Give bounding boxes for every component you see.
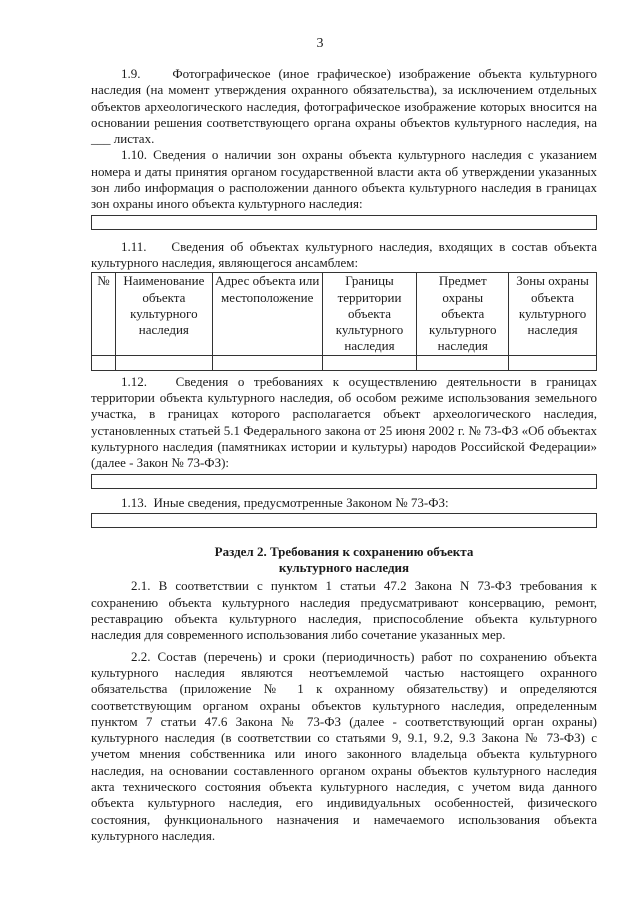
table-header-row	[92, 273, 597, 355]
col-number-header: №	[92, 273, 116, 355]
section-2-title-line-2: культурного наследия	[278, 560, 410, 576]
section-2-title-line-1: Раздел 2. Требования к сохранению объекта	[214, 543, 474, 559]
zones-info-field[interactable]	[91, 215, 597, 230]
item-1-11: 1.11. Сведения об объектах культурного наследия, входящих в состав объекта культурного наследия, являющегося ансамблем:	[91, 238, 597, 270]
activity-requirements-field[interactable]	[91, 474, 597, 489]
item-1-13: 1.13. Иные сведения, предусмотренные Законом № 73-ФЗ:	[121, 494, 449, 510]
table-cell[interactable]	[212, 355, 322, 370]
ensemble-table	[91, 272, 597, 370]
col-zones-header: Зоны охраны объекта культурного наследия	[509, 273, 597, 355]
col-subject-header: Предмет охраны объекта культурного наследия	[417, 273, 509, 355]
table-cell[interactable]	[92, 355, 116, 370]
section-2-title	[91, 544, 597, 577]
col-boundaries-header: Границы территории объекта культурного наследия	[322, 273, 417, 355]
other-info-field[interactable]	[91, 513, 597, 528]
paragraph-2-1: 2.1. В соответствии с пунктом 1 статьи 47.2 Закона N 73-ФЗ требования к сохранению объекта культурного наследия предусматривают консервацию, ремонт, реставрацию объекта культурного наследия, приспособление объекта культурного наследия для современного использования либо сочетание указанных мер.	[91, 578, 597, 643]
table-row	[92, 355, 597, 370]
paragraph-2-2: 2.2. Состав (перечень) и сроки (периодичность) работ по сохранению объекта культурного наследия являются неотъемлемой частью настоящего охранного обязательства (приложение № 1 к охранному обязательству) и определяются соответствующим органом охраны объектов культурного наследия, определенным пунктом 7 статьи 47.6 Закона № 73-ФЗ (далее - соответствующий орган охраны) культурного наследия (в соответствии со статьями 9, 9.1, 9.2, 9.3 Закона № 73-ФЗ) с учетом мнения собственника или иного законного владельца объекта культурного наследия, на основании составленного органом охраны объектов культурного наследия акта технического состояния объекта культурного наследия, с учетом вида данного объекта культурного наследия, его индивидуальных особенностей, физического состояния, функционального назначения и намечаемого использования объекта культурного наследия.	[91, 648, 597, 843]
document-body	[91, 66, 597, 844]
table-cell[interactable]	[417, 355, 509, 370]
page-number: 3	[316, 36, 324, 51]
item-1-10: 1.10. Сведения о наличии зон охраны объекта культурного наследия с указанием номера и даты принятия органом государственной власти акта об утверждении указанных зон либо информация о расположении данного объекта культурного наследия в границах зон охраны иного объекта культурного наследия:	[91, 147, 597, 212]
table-cell[interactable]	[322, 355, 417, 370]
item-1-12: 1.12. Сведения о требованиях к осуществлению деятельности в границах территории объекта культурного наследия, об особом режиме использования земельного участка, в границах которого располагается объект археологического наследия, установленных статьей 5.1 Федерального закона от 25 июня 2002 г. № 73-ФЗ «Об объектах культурного наследия (памятниках истории и культуры) народов Российской Федерации» (далее - Закон № 73-ФЗ):	[91, 373, 597, 471]
col-name-header: Наименование объекта культурного наследия	[115, 273, 212, 355]
col-address-header: Адрес объекта или местоположение	[212, 273, 322, 355]
table-cell[interactable]	[115, 355, 212, 370]
table-cell[interactable]	[509, 355, 597, 370]
item-1-9: 1.9. Фотографическое (иное графическое) изображение объекта культурного наследия (на момент утверждения охранного обязательства), за исключением отдельных объектов археологического наследия, фотографическое изображение которых вносится на основании решения соответствующего органа охраны объектов культурного наследия, на ___ листах.	[91, 66, 597, 147]
